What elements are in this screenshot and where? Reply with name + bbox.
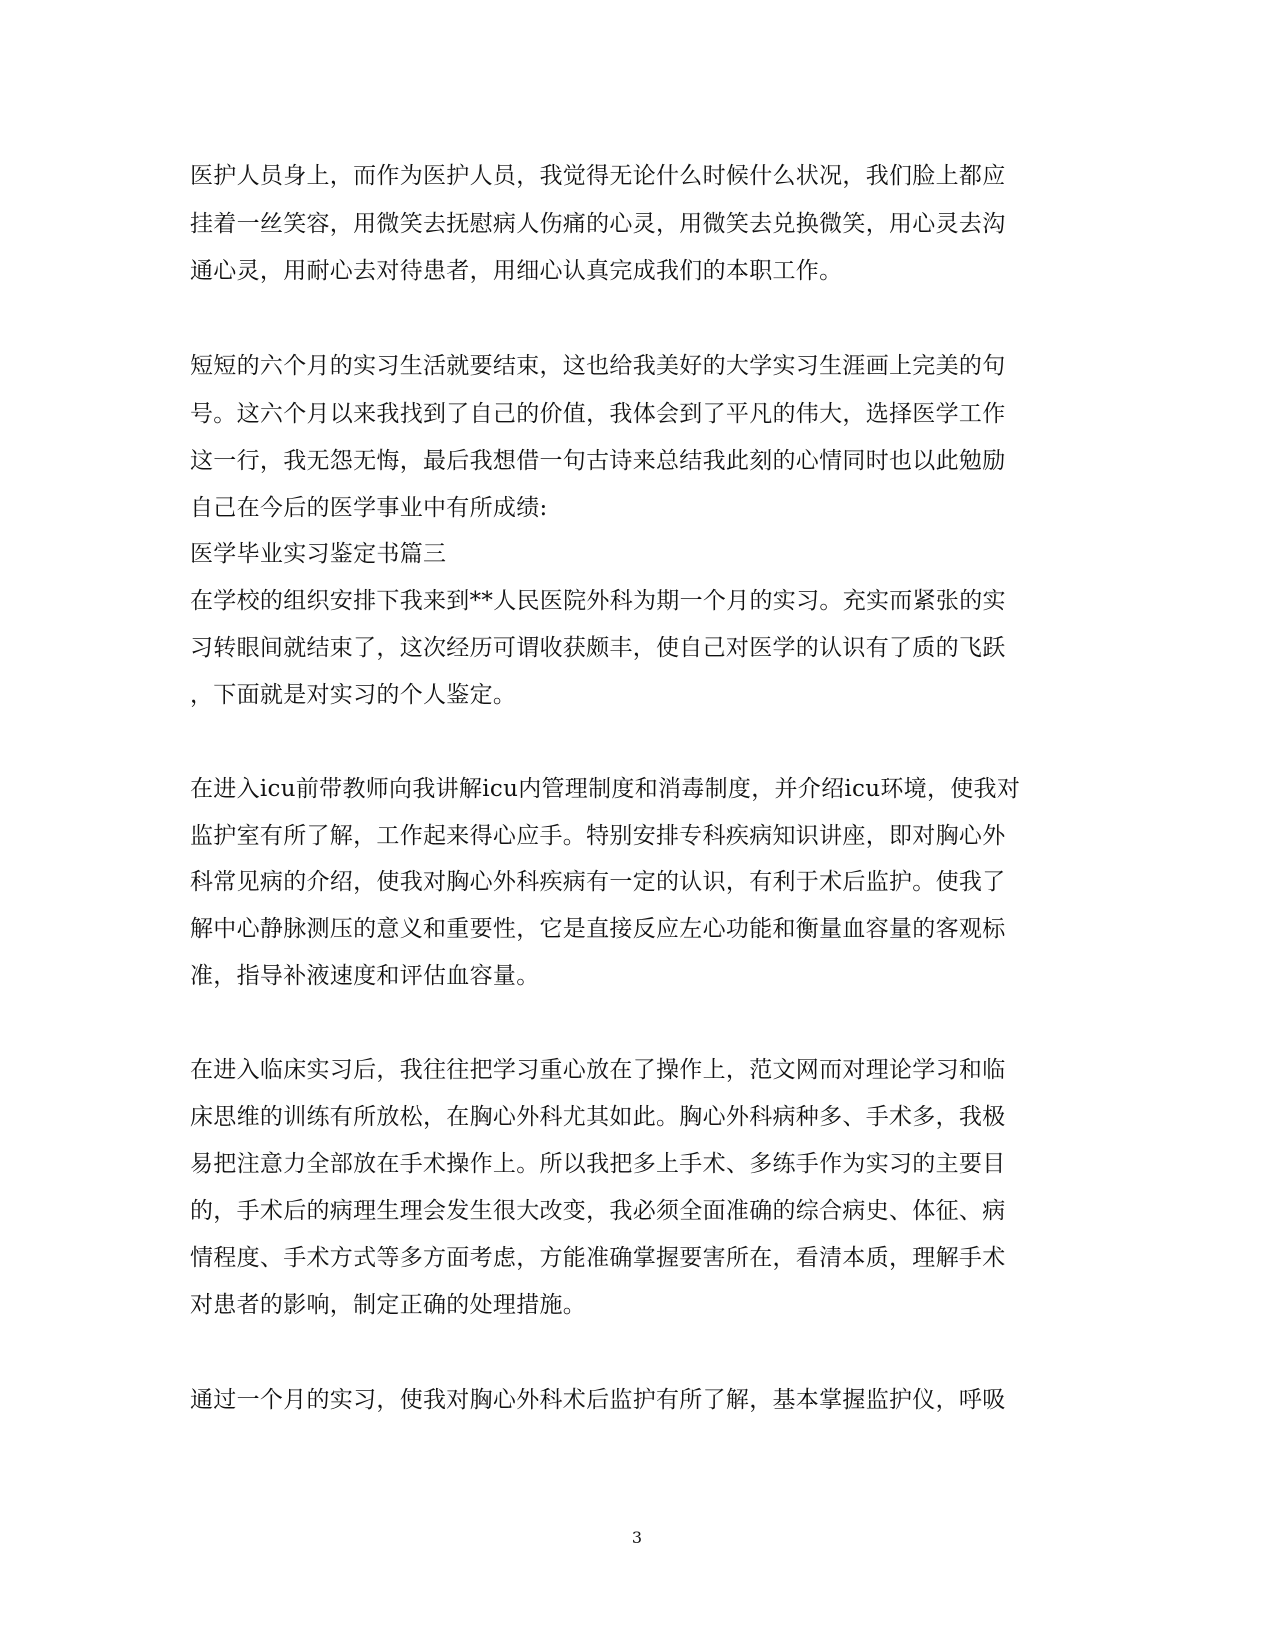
- text-line: 通过一个月的实习，使我对胸心外科术后监护有所了解，基本掌握监护仪，呼吸: [190, 1387, 1006, 1413]
- text-line: 易把注意力全部放在手术操作上。所以我把多上手术、多练手作为实习的主要目: [190, 1151, 1006, 1177]
- text-line: 对患者的影响，制定正确的处理措施。: [190, 1292, 587, 1318]
- section-heading: 医学毕业实习鉴定书篇三: [190, 541, 447, 567]
- text-line: 准，指导补液速度和评估血容量。: [190, 963, 540, 989]
- text-line: 在进入临床实习后，我往往把学习重心放在了操作上，范文网而对理论学习和临: [190, 1057, 1006, 1083]
- text-line: 短短的六个月的实习生活就要结束，这也给我美好的大学实习生涯画上完美的句: [190, 353, 1006, 379]
- text-line: 床思维的训练有所放松，在胸心外科尤其如此。胸心外科病种多、手术多，我极: [190, 1104, 1006, 1130]
- text-line: 这一行，我无怨无悔，最后我想借一句古诗来总结我此刻的心情同时也以此勉励: [190, 448, 1006, 474]
- text-line: 医护人员身上，而作为医护人员，我觉得无论什么时候什么状况，我们脸上都应: [190, 163, 1006, 189]
- text-line: 科常见病的介绍，使我对胸心外科疾病有一定的认识，有利于术后监护。使我了: [190, 869, 1006, 895]
- page-number: 3: [631, 1528, 643, 1547]
- text-line: 自己在今后的医学事业中有所成绩:: [190, 495, 548, 521]
- text-line: 情程度、手术方式等多方面考虑，方能准确掌握要害所在，看清本质，理解手术: [190, 1245, 1006, 1271]
- text-line: 解中心静脉测压的意义和重要性，它是直接反应左心功能和衡量血容量的客观标: [190, 916, 1006, 942]
- text-line: 监护室有所了解，工作起来得心应手。特别安排专科疾病知识讲座，即对胸心外: [190, 823, 1006, 849]
- text-line: 号。这六个月以来我找到了自己的价值，我体会到了平凡的伟大，选择医学工作: [190, 401, 1006, 427]
- text-line: 习转眼间就结束了，这次经历可谓收获颇丰，使自己对医学的认识有了质的飞跃: [190, 635, 1006, 661]
- text-line: 挂着一丝笑容，用微笑去抚慰病人伤痛的心灵，用微笑去兑换微笑，用心灵去沟: [190, 211, 1006, 237]
- text-line: 在学校的组织安排下我来到**人民医院外科为期一个月的实习。充实而紧张的实: [190, 588, 1006, 614]
- text-line: ，下面就是对实习的个人鉴定。: [190, 682, 517, 708]
- text-line: 在进入icu前带教师向我讲解icu内管理制度和消毒制度，并介绍icu环境，使我对: [190, 776, 1021, 802]
- text-line: 通心灵，用耐心去对待患者，用细心认真完成我们的本职工作。: [190, 258, 843, 284]
- text-line: 的，手术后的病理生理会发生很大改变，我必须全面准确的综合病史、体征、病: [190, 1198, 1006, 1224]
